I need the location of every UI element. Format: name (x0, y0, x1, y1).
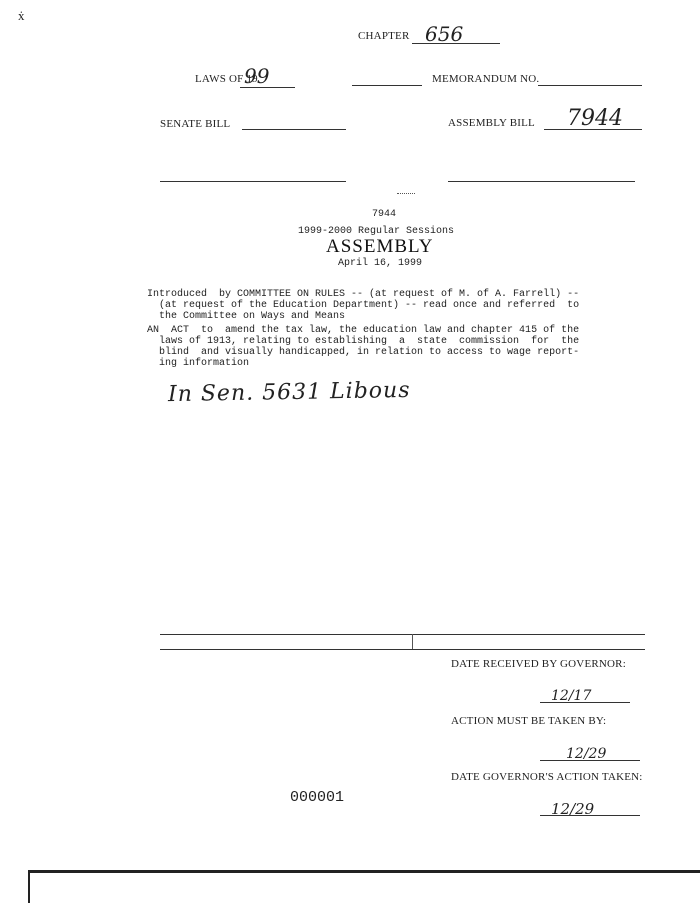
page-number: 000001 (290, 789, 345, 806)
scan-border-bottom (28, 870, 700, 873)
chapter-underline (412, 43, 500, 44)
bill-number: 7944 (372, 209, 397, 220)
act-line: ing information (147, 358, 250, 369)
memorandum-underline (538, 85, 642, 86)
intro-line: (at request of the Education Department) -- read once and referred to (147, 300, 580, 311)
lower-rule-divider (412, 634, 413, 650)
date-received-label: DATE RECEIVED BY GOVERNOR: (451, 658, 626, 670)
corner-mark: ẋ (18, 8, 25, 23)
action-deadline-label: ACTION MUST BE TAKEN BY: (451, 715, 607, 727)
act-line: laws of 1913, relating to establishing a state commission for the (147, 336, 580, 347)
action-taken-value: 12/29 (551, 800, 595, 818)
chapter-label: CHAPTER (358, 30, 410, 42)
chapter-value: 656 (425, 22, 464, 46)
senate-bill-label: SENATE BILL (160, 118, 231, 130)
lower-rule-top (160, 634, 645, 635)
blank-line-left (160, 181, 346, 182)
blank-line-right (448, 181, 635, 182)
tiny-dash-mark (397, 193, 415, 194)
laws-underline (240, 87, 295, 88)
laws-label: LAWS OF 19 (195, 73, 258, 85)
date-received-value: 12/17 (551, 688, 592, 704)
house-title: ASSEMBLY (326, 236, 434, 257)
scan-border-left (28, 870, 30, 903)
date-received-underline (540, 702, 630, 703)
assembly-bill-underline (544, 129, 642, 130)
lower-rule-bottom (160, 649, 645, 650)
action-taken-label: DATE GOVERNOR'S ACTION TAKEN: (451, 771, 643, 783)
act-line: blind and visually handicapped, in relation to access to wage report- (147, 347, 580, 358)
handwritten-senate-note: In Sen. 5631 Libous (167, 377, 411, 408)
assembly-bill-label: ASSEMBLY BILL (448, 117, 535, 129)
laws-value: 99 (244, 64, 270, 88)
act-line: AN ACT to amend the tax law, the education law and chapter 415 of the (147, 325, 580, 336)
action-deadline-value: 12/29 (566, 746, 607, 762)
action-deadline-underline (540, 760, 640, 761)
senate-bill-underline (242, 129, 346, 130)
intro-line: Introduced by COMMITTEE ON RULES -- (at request of M. of A. Farrell) -- (147, 289, 580, 300)
assembly-bill-value: 7944 (567, 106, 623, 131)
session-label: 1999-2000 Regular Sessions (298, 226, 455, 237)
intro-line: the Committee on Ways and Means (147, 311, 346, 322)
laws-extra-line (352, 85, 422, 86)
memorandum-label: MEMORANDUM NO. (432, 73, 540, 85)
bill-date: April 16, 1999 (338, 258, 423, 269)
action-taken-underline (540, 815, 640, 816)
